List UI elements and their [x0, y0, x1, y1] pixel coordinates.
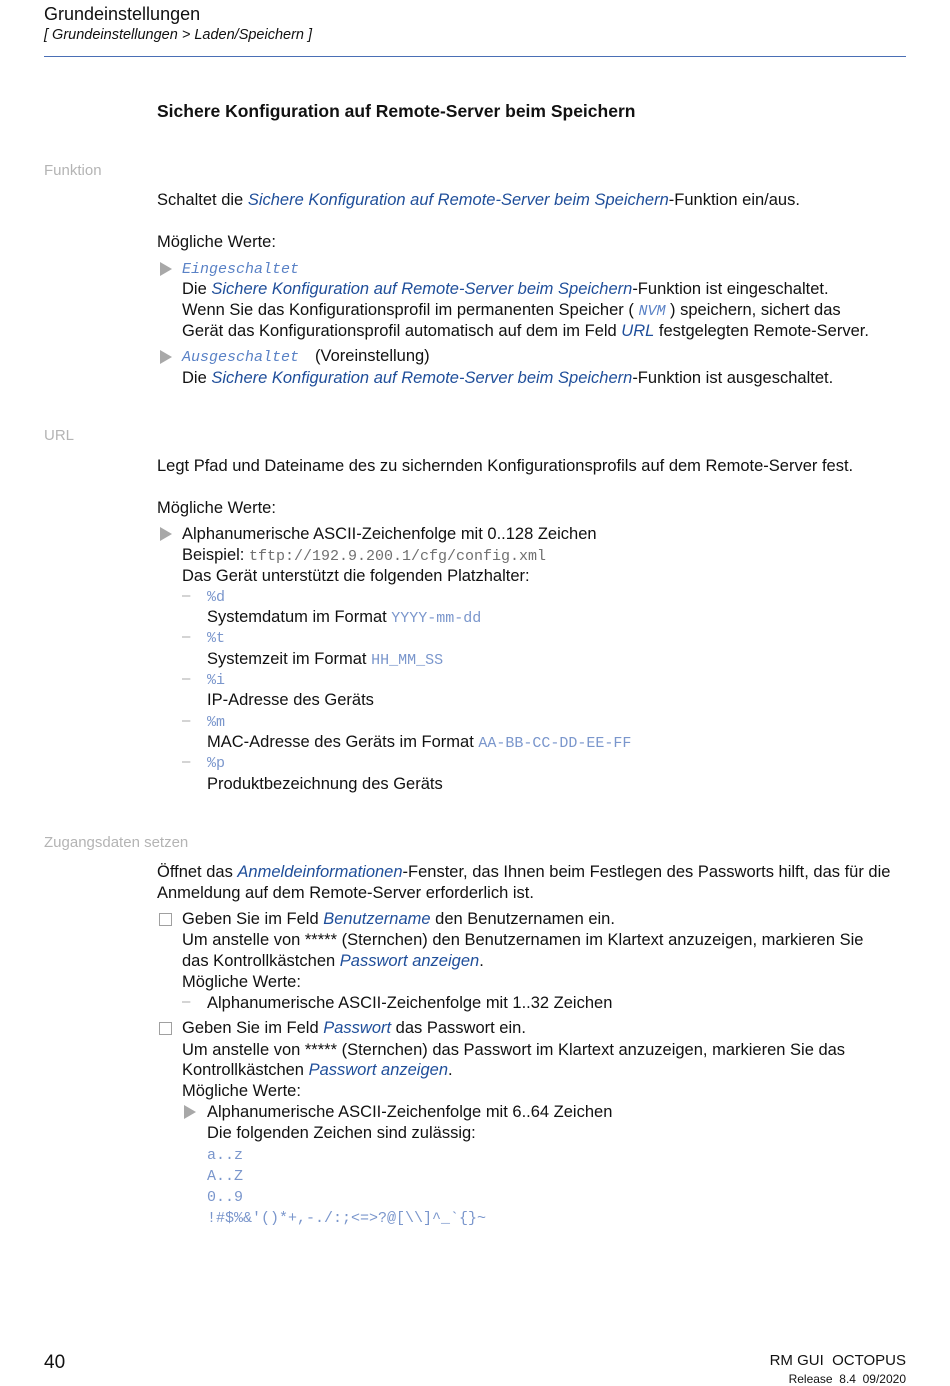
placeholder-intro: Das Gerät unterstützt die folgenden Platzhalter:	[182, 567, 530, 585]
allowed-chars: !#$%&'()*+,-./:;<=>?@[\\]^_`{}~	[207, 1210, 487, 1227]
release-info: Release 8.4 09/2020	[788, 1372, 906, 1386]
step-text: Um anstelle von ***** (Sternchen) das Passwort im Klartext anzuzeigen, markieren Sie das	[182, 1041, 846, 1059]
allowed-chars-intro: Die folgenden Zeichen sind zulässig:	[207, 1124, 476, 1142]
funktion-moegliche-werte: Mögliche Werte:	[157, 233, 276, 251]
ui-ref: Benutzername	[323, 910, 431, 928]
placeholder-code: %i	[207, 672, 226, 689]
allowed-chars: A..Z	[207, 1168, 244, 1185]
step-moegliche-werte: Mögliche Werte:	[182, 1082, 301, 1100]
dash-bullet: –	[182, 753, 191, 770]
bullet-triangle-icon	[160, 527, 172, 541]
value-ref: NVM	[638, 303, 666, 320]
zugang-intro: Anmeldung auf dem Remote-Server erforderlich ist.	[157, 884, 534, 902]
zugang-intro: Öffnet das Anmeldeinformationen-Fenster, das Ihnen beim Festlegen des Passworts hilft, das für die	[157, 863, 891, 881]
page-number: 40	[44, 1352, 66, 1373]
placeholder-code: %d	[207, 589, 226, 606]
allowed-chars: a..z	[207, 1147, 244, 1164]
placeholder-code: %p	[207, 755, 226, 772]
placeholder-desc: Produktbezeichnung des Geräts	[207, 775, 443, 793]
placeholder-desc: Systemzeit im Format HH_MM_SS	[207, 650, 444, 669]
funktion-intro: Schaltet die Sichere Konfiguration auf Remote-Server beim Speichern-Funktion ein/aus.	[157, 191, 800, 209]
step-benutzername: Geben Sie im Feld Benutzername den Benutzernamen ein.	[182, 910, 615, 928]
step-moegliche-werte: Mögliche Werte:	[182, 973, 301, 991]
step-value-range: Alphanumerische ASCII-Zeichenfolge mit 6..64 Zeichen	[207, 1103, 613, 1121]
bullet-triangle-icon	[160, 350, 172, 364]
step-text: Kontrollkästchen Passwort anzeigen.	[182, 1061, 453, 1079]
header-divider	[44, 56, 906, 57]
option-description: Die Sichere Konfiguration auf Remote-Server beim Speichern-Funktion ist eingeschaltet.	[182, 280, 829, 298]
placeholder-desc: Systemdatum im Format YYYY-mm-dd	[207, 608, 482, 627]
side-label-funktion: Funktion	[44, 162, 102, 179]
placeholder-code: %m	[207, 714, 226, 731]
dash-bullet: –	[182, 587, 191, 604]
option-value-eingeschaltet: Eingeschaltet	[182, 261, 300, 278]
url-example: Beispiel: tftp://192.9.200.1/cfg/config.xml	[182, 546, 547, 565]
ui-ref: Passwort anzeigen	[339, 952, 480, 970]
ui-ref: Passwort	[323, 1019, 392, 1037]
breadcrumb: [ Grundeinstellungen > Laden/Speichern ]	[44, 27, 313, 43]
chapter-title: Grundeinstellungen	[44, 4, 201, 24]
ui-ref: Sichere Konfiguration auf Remote-Server beim Speichern	[211, 369, 633, 387]
url-value-range: Alphanumerische ASCII-Zeichenfolge mit 0..128 Zeichen	[182, 525, 597, 543]
dash-bullet: –	[182, 712, 191, 729]
option-description: Gerät das Konfigurationsprofil automatisch auf dem im Feld URL festgelegten Remote-Server.	[182, 322, 869, 340]
ui-ref: Sichere Konfiguration auf Remote-Server beim Speichern	[211, 280, 633, 298]
bullet-triangle-icon	[160, 262, 172, 276]
dash-bullet: –	[182, 670, 191, 687]
bullet-triangle-icon	[184, 1105, 196, 1119]
step-checkbox-icon	[159, 913, 172, 926]
option-description: Die Sichere Konfiguration auf Remote-Server beim Speichern-Funktion ist ausgeschaltet.	[182, 369, 834, 387]
dash-bullet: –	[182, 628, 191, 645]
ui-ref: Passwort anzeigen	[308, 1061, 448, 1079]
step-value-range: Alphanumerische ASCII-Zeichenfolge mit 1..32 Zeichen	[207, 994, 613, 1012]
placeholder-code: %t	[207, 630, 226, 647]
url-intro: Legt Pfad und Dateiname des zu sichernden Konfigurationsprofils auf dem Remote-Server fest.	[157, 457, 854, 475]
option-value-ausgeschaltet: Ausgeschaltet (Voreinstellung)	[182, 347, 430, 366]
side-label-zugangsdaten: Zugangsdaten setzen	[44, 834, 189, 851]
dash-bullet: –	[182, 993, 191, 1010]
ui-ref: URL	[621, 322, 655, 340]
step-text: Um anstelle von ***** (Sternchen) den Benutzernamen im Klartext anzuzeigen, markieren Sie	[182, 931, 864, 949]
ui-ref: Sichere Konfiguration auf Remote-Server beim Speichern	[247, 191, 669, 209]
placeholder-desc: MAC-Adresse des Geräts im Format AA-BB-CC-DD-EE-FF	[207, 733, 632, 752]
side-label-url: URL	[44, 427, 75, 444]
option-description: Wenn Sie das Konfigurationsprofil im permanenten Speicher ( NVM ) speichern, sichert das	[182, 301, 841, 320]
placeholder-desc: IP-Adresse des Geräts	[207, 691, 374, 709]
example-code: tftp://192.9.200.1/cfg/config.xml	[248, 548, 547, 565]
step-checkbox-icon	[159, 1022, 172, 1035]
product-name: RM GUI OCTOPUS	[769, 1352, 906, 1369]
allowed-chars: 0..9	[207, 1189, 244, 1206]
step-text: das Kontrollkästchen Passwort anzeigen.	[182, 952, 484, 970]
step-passwort: Geben Sie im Feld Passwort das Passwort ein.	[182, 1019, 526, 1037]
url-moegliche-werte: Mögliche Werte:	[157, 499, 276, 517]
section-title: Sichere Konfiguration auf Remote-Server beim Speichern	[157, 101, 636, 121]
ui-ref: Anmeldeinformationen	[237, 863, 403, 881]
